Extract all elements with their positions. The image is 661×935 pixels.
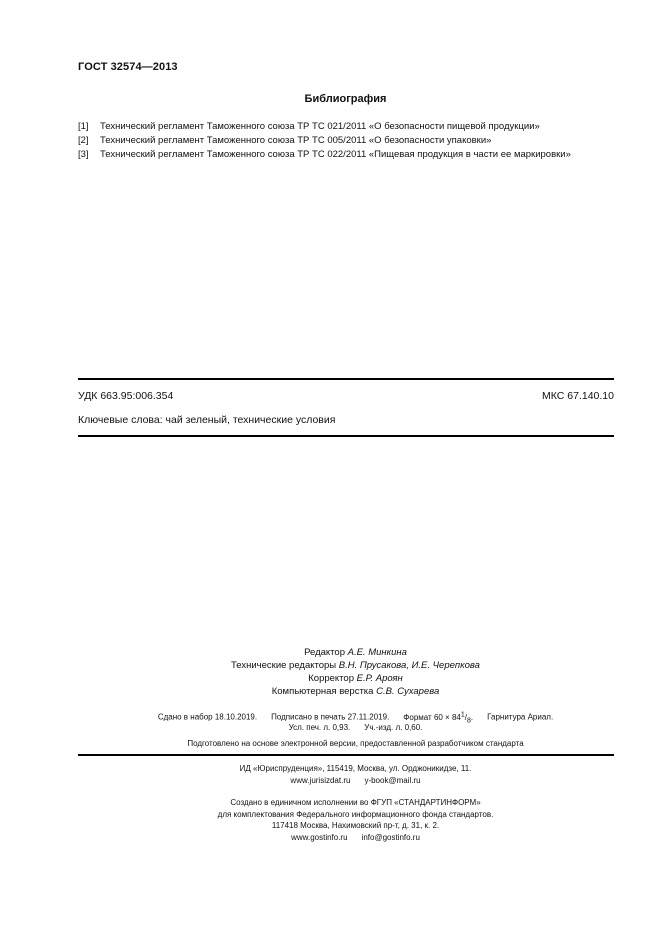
bibliography-list bbox=[78, 120, 618, 162]
classification-row bbox=[78, 390, 614, 402]
creator-email: info@gostinfo.ru bbox=[361, 832, 420, 842]
standard-code: ГОСТ 32574—2013 bbox=[78, 61, 178, 73]
publisher-contacts bbox=[50, 775, 661, 787]
corrector-line bbox=[50, 672, 661, 685]
publisher-site: www.jurisizdat.ru bbox=[290, 775, 351, 785]
mks-code: МКС 67.140.10 bbox=[542, 390, 614, 402]
publisher-address: ИД «Юриспруденция», 115419, Москва, ул. Орджоникидзе, 11. bbox=[239, 764, 472, 773]
tech-editors-label: Технические редакторы bbox=[231, 660, 339, 671]
publisher-block bbox=[0, 763, 661, 786]
tech-editors-line bbox=[50, 659, 661, 672]
print-info-line2 bbox=[0, 721, 661, 734]
divider-middle bbox=[78, 435, 614, 437]
creator-line2: для комплектования Федерального информационного фонда стандартов. bbox=[217, 809, 494, 819]
editor-label: Редактор bbox=[304, 647, 348, 658]
editor-name: А.Е. Минкина bbox=[347, 647, 407, 658]
creator-site: www.gostinfo.ru bbox=[291, 832, 348, 842]
bibliography-item-number: [2] bbox=[78, 135, 89, 146]
bibliography-item bbox=[78, 148, 618, 162]
bibliography-item-text: Технический регламент Таможенного союза ТР ТС 022/2011 «Пищевая продукция в части ее маркировки» bbox=[100, 149, 571, 160]
keywords: Ключевые слова: чай зеленый, технические условия bbox=[78, 414, 336, 426]
creator-line1: Создано в единичном исполнении во ФГУП «СТАНДАРТИНФОРМ» bbox=[230, 798, 481, 807]
creator-contacts bbox=[50, 832, 661, 844]
signed-date: Подписано в печать 27.11.2019. bbox=[271, 712, 390, 722]
printed-sheets: Усл. печ. л. 0,93. bbox=[288, 723, 351, 732]
creator-address: 117418 Москва, Нахимовский пр-т, д. 31, к. 2. bbox=[271, 821, 440, 830]
bibliography-item-text: Технический регламент Таможенного союза ТР ТС 005/2011 «О безопасности упаковки» bbox=[100, 135, 492, 146]
layout-label: Компьютерная верстка bbox=[271, 686, 377, 697]
divider-top bbox=[78, 378, 614, 380]
format-info: Формат $60 \times 84^1/_8$. bbox=[403, 711, 474, 725]
credits-block bbox=[0, 646, 661, 698]
creator-block bbox=[0, 797, 661, 843]
corrector-label: Корректор bbox=[308, 673, 357, 684]
publishing-sheets: Уч.-изд. л. 0,60. bbox=[364, 723, 423, 732]
bibliography-item bbox=[78, 134, 618, 148]
corrector-name: Е.Р. Ароян bbox=[356, 673, 403, 684]
submitted-date: Сдано в набор 18.10.2019. bbox=[157, 712, 258, 722]
publisher-email: y-book@mail.ru bbox=[364, 775, 421, 785]
font-info: Гарнитура Ариал. bbox=[487, 712, 554, 722]
bibliography-title: Библиография bbox=[304, 93, 387, 105]
divider-bottom bbox=[78, 754, 614, 756]
bibliography-item bbox=[78, 120, 618, 134]
layout-name: С.В. Сухарева bbox=[376, 686, 440, 697]
layout-line bbox=[50, 685, 661, 698]
bibliography-item-number: [3] bbox=[78, 149, 89, 160]
bibliography-item-text: Технический регламент Таможенного союза ТР ТС 021/2011 «О безопасности пищевой продукции» bbox=[100, 121, 540, 132]
prepared-note: Подготовлено на основе электронной версии, предоставленной разработчиком стандарта bbox=[187, 739, 524, 748]
udk-code: УДК 663.95:006.354 bbox=[78, 390, 174, 402]
bibliography-item-number: [1] bbox=[78, 121, 89, 132]
tech-editors-names: В.Н. Прусакова, И.Е. Черепкова bbox=[338, 660, 480, 671]
editor-line bbox=[50, 646, 661, 659]
